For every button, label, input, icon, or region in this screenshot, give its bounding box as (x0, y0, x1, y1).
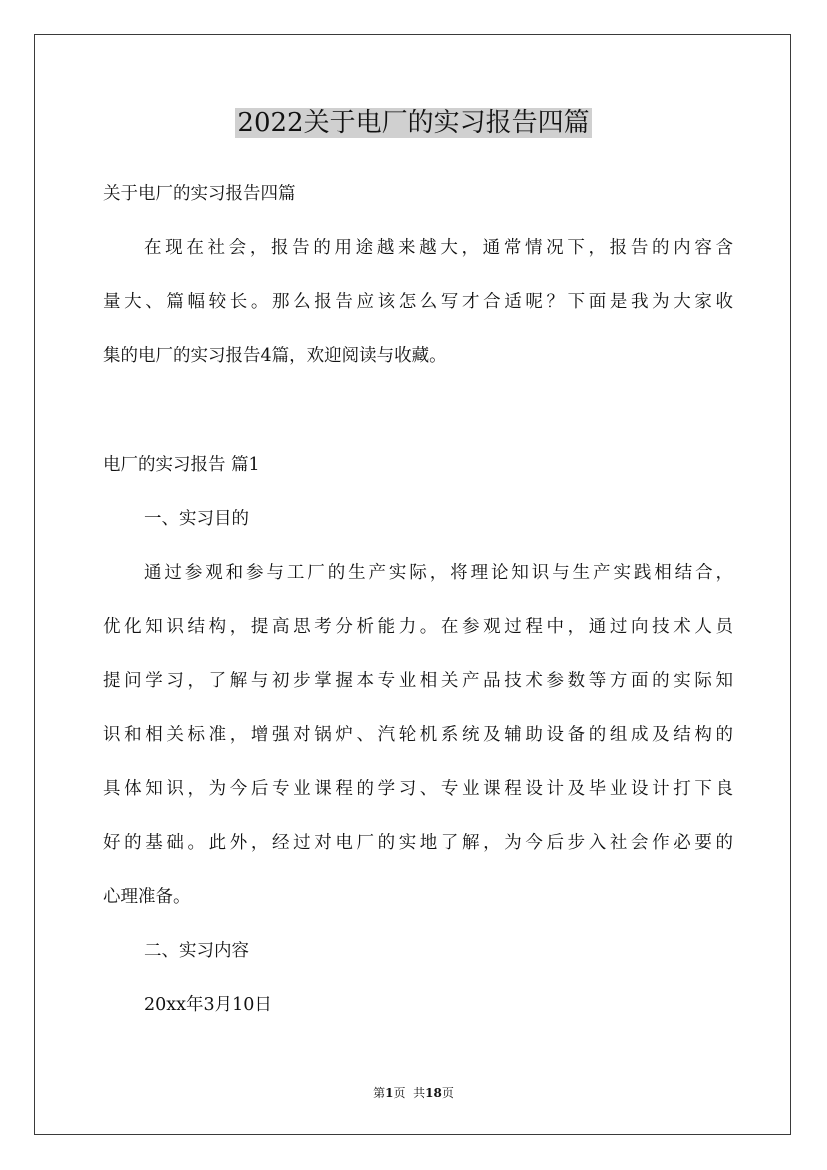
part-one-line-2: 优化知识结构，提高思考分析能力。在参观过程中，通过向技术人员 (103, 617, 733, 637)
footer-page-prefix: 第 (373, 1086, 386, 1100)
part-one-line-1: 通过参观和参与工厂的生产实际，将理论知识与生产实践相结合， (144, 563, 733, 583)
intro-line-2: 量大、篇幅较长。那么报告应该怎么写才合适呢？下面是我为大家收 (103, 292, 733, 312)
date-line: 20xx年3月10日 (144, 995, 272, 1015)
section-heading: 电厂的实习报告 篇1 (103, 455, 260, 475)
part-one-line-4: 识和相关标准，增强对锅炉、汽轮机系统及辅助设备的组成及结构的 (103, 725, 733, 745)
page-footer (0, 1085, 827, 1101)
footer-page-number: 1 (385, 1086, 394, 1100)
intro-line-1: 在现在社会，报告的用途越来越大，通常情况下，报告的内容含 (144, 238, 733, 258)
footer-total-pages: 18 (425, 1086, 442, 1100)
document-title (0, 103, 827, 143)
part-one-line-7: 心理准备。 (103, 887, 191, 907)
footer-page-suffix: 页 共 (393, 1086, 426, 1100)
document-title-text: 2022关于电厂的实习报告四篇 (237, 108, 590, 138)
intro-line-3: 集的电厂的实习报告4篇，欢迎阅读与收藏。 (103, 346, 447, 366)
part-one-heading: 一、实习目的 (144, 509, 249, 529)
part-one-line-3: 提问学习，了解与初步掌握本专业相关产品技术参数等方面的实际知 (103, 671, 733, 691)
part-two-heading: 二、实习内容 (144, 941, 249, 961)
part-one-line-6: 好的基础。此外，经过对电厂的实地了解，为今后步入社会作必要的 (103, 833, 733, 853)
part-one-line-5: 具体知识，为今后专业课程的学习、专业课程设计及毕业设计打下良 (103, 779, 733, 799)
document-subtitle: 关于电厂的实习报告四篇 (103, 184, 296, 204)
footer-total-suffix: 页 (441, 1086, 454, 1100)
